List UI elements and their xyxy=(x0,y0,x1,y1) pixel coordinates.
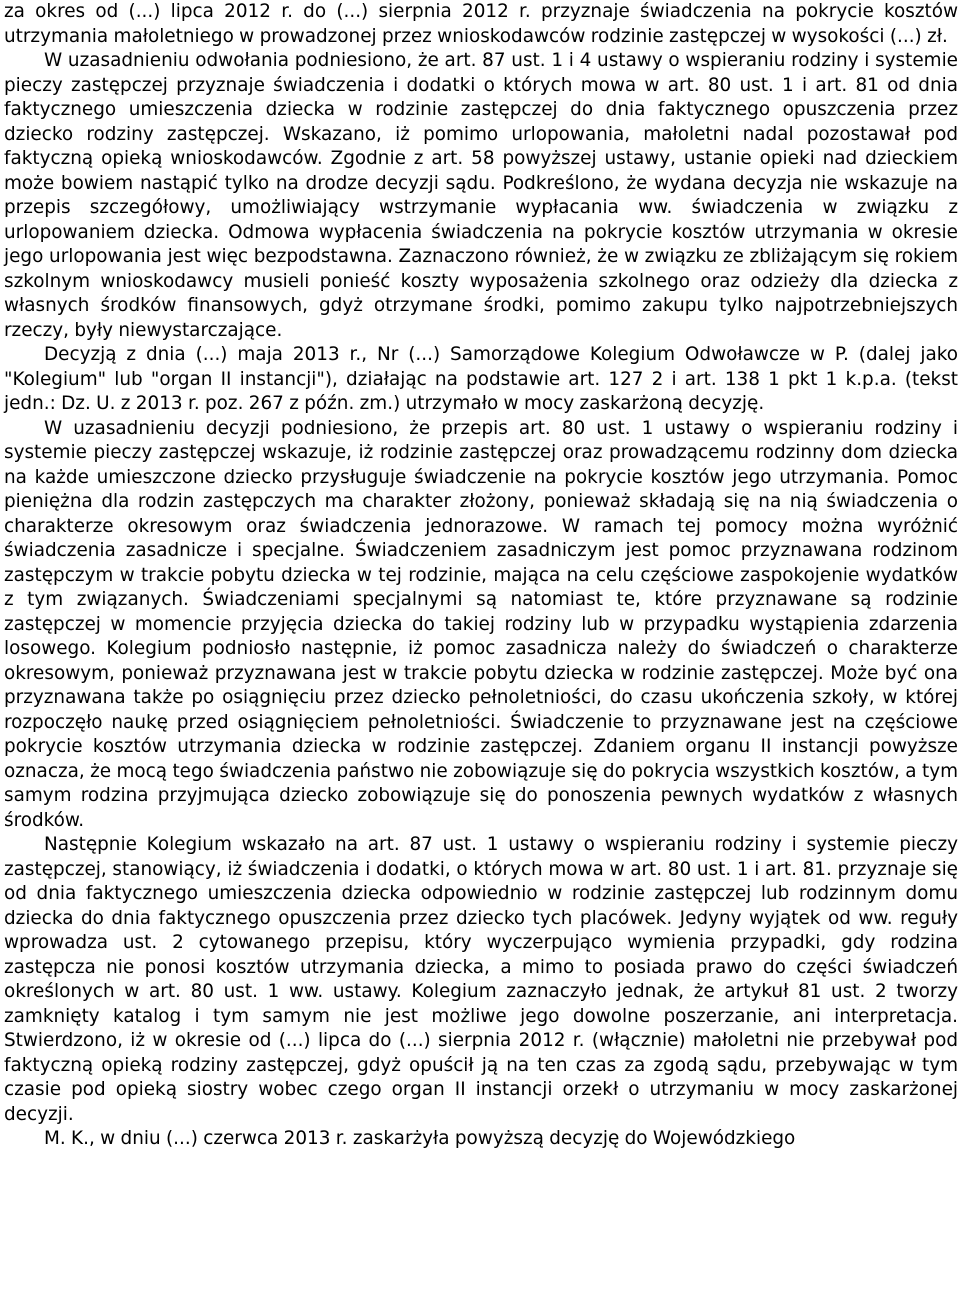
paragraph-5: Następnie Kolegium wskazało na art. 87 ust. 1 ustawy o wspieraniu rodziny i systemie pieczy zastępczej, stanowiący, iż świadczenia i dodatki, o których mowa w art. 80 ust. 1 i art. 81. przyznaje się od dnia faktycznego umieszczenia dziecka odpowiednio w rodzinie zastępczej lub rodzinnym domu dziecka do dnia faktycznego opuszczenia przez dziecko tych placówek. Jedyny wyjątek od ww. reguły wprowadza ust. 2 cytowanego przepisu, który wyczerpująco wymienia przypadki, gdy rodzina zastępcza nie ponosi kosztów utrzymania dziecka, a mimo to posiada prawo do części świadczeń określonych w art. 80 ust. 1 ww. ustawy. Kolegium zaznaczyło jednak, że artykuł 81 ust. 2 tworzy zamknięty katalog i tym samym nie jest możliwe jego dowolne poszerzanie, ani interpretacja. Stwierdzono, iż w okresie od (...) lipca do (...) sierpnia 2012 r. (włącznie) małoletni nie przebywał pod faktyczną opieką rodziny zastępczej, gdyż opuścił ją na ten czas za zgodą sądu, przebywając w tym czasie pod opieką siostry wobec czego organ II instancji orzekł o utrzymaniu w mocy zaskarżonej decyzji. xyxy=(4,834,958,1125)
paragraph-4: W uzasadnieniu decyzji podniesiono, że przepis art. 80 ust. 1 ustawy o wspieraniu rodziny i systemie pieczy zastępczej wskazuje, iż rodzinie zastępczej oraz prowadzącemu rodzinny dom dziecka na każde umieszczone dziecko przysługuje świadczenie na pokrycie kosztów jego utrzymania. Pomoc pieniężna dla rodzin zastępczych ma charakter złożony, ponieważ składają się na nią świadczenia o charakterze okresowym oraz świadczenia jednorazowe. W ramach tej pomocy można wyróżnić świadczenia zasadnicze i specjalne. Świadczeniem zasadniczym jest pomoc przyznawana rodzinom zastępczym w trakcie pobytu dziecka w tej rodzinie, mająca na celu częściowe zaspokojenie wydatków z tym związanych. Świadczeniami specjalnymi są natomiast te, które przyznawane są rodzinie zastępczej w momencie przyjęcia dziecka do takiej rodziny lub w przypadku wystąpienia zdarzenia losowego. Kolegium podniosło następnie, iż pomoc zasadnicza należy do świadczeń o charakterze okresowym, ponieważ przyznawana jest w trakcie pobytu dziecka w rodzinie zastępczej. Może być ona przyznawana także po osiągnięciu przez dziecko pełnoletniości, do czasu ukończenia szkoły, w której rozpoczęło naukę przed osiągnięciem pełnoletniości. Świadczenie to przyznawane jest na częściowe pokrycie kosztów utrzymania dziecka w rodzinie zastępczej. Zdaniem organu II instancji powyższe oznacza, że mocą tego świadczenia państwo nie zobowiązuje się do pokrycia wszystkich kosztów, a tym samym rodzina przyjmująca dziecko zobowiązuje się do ponoszenia pewnych wydatków z własnych środków. xyxy=(4,417,958,831)
paragraph-2: W uzasadnieniu odwołania podniesiono, że art. 87 ust. 1 i 4 ustawy o wspieraniu rodziny i systemie pieczy zastępczej przyznaje świadczenia i dodatki o których mowa w art. 80 ust. 1 i art. 81 od dnia faktycznego umieszczenia dziecka w rodzinie zastępczej do dnia faktycznego opuszczenia przez dziecko rodziny zastępczej. Wskazano, iż pomimo urlopowania, małoletni nadal pozostawał pod faktyczną opieką wnioskodawców. Zgodnie z art. 58 powyższej ustawy, ustanie opieki nad dzieckiem może bowiem nastąpić tylko na drodze decyzji sądu. Podkreślono, że wydana decyzja nie wskazuje na przepis szczegółowy, umożliwiający wstrzymanie wypłacania ww. świadczenia w związku z urlopowaniem dziecka. Odmowa wypłacenia świadczenia na pokrycie kosztów utrzymania w okresie jego urlopowania jest więc bezpodstawna. Zaznaczono również, że w związku ze zbliżającym się rokiem szkolnym wnioskodawcy musieli ponieść koszty wyposażenia szkolnego oraz odzieży dla dziecka z własnych środków finansowych, gdyż otrzymane środki, pomimo zakupu tylko najpotrzebniejszych rzeczy, były niewystarczające. xyxy=(4,50,958,341)
paragraph-6: M. K., w dniu (...) czerwca 2013 r. zaskarżyła powyższą decyzję do Wojewódzkiego xyxy=(44,1128,796,1149)
document-body xyxy=(4,0,958,1152)
paragraph-1: za okres od (...) lipca 2012 r. do (...) sierpnia 2012 r. przyznaje świadczenia na pokrycie kosztów utrzymania małoletniego w prowadzonej przez wnioskodawców rodzinie zastępczej w wysokości (...) zł. xyxy=(4,1,958,47)
paragraph-3: Decyzją z dnia (...) maja 2013 r., Nr (...) Samorządowe Kolegium Odwoławcze w P. (dalej jako "Kolegium" lub "organ II instancji"), działając na podstawie art. 127 2 i art. 138 1 pkt 1 k.p.a. (tekst jedn.: Dz. U. z 2013 r. poz. 267 z późn. zm.) utrzymało w mocy zaskarżoną decyzję. xyxy=(4,344,958,414)
